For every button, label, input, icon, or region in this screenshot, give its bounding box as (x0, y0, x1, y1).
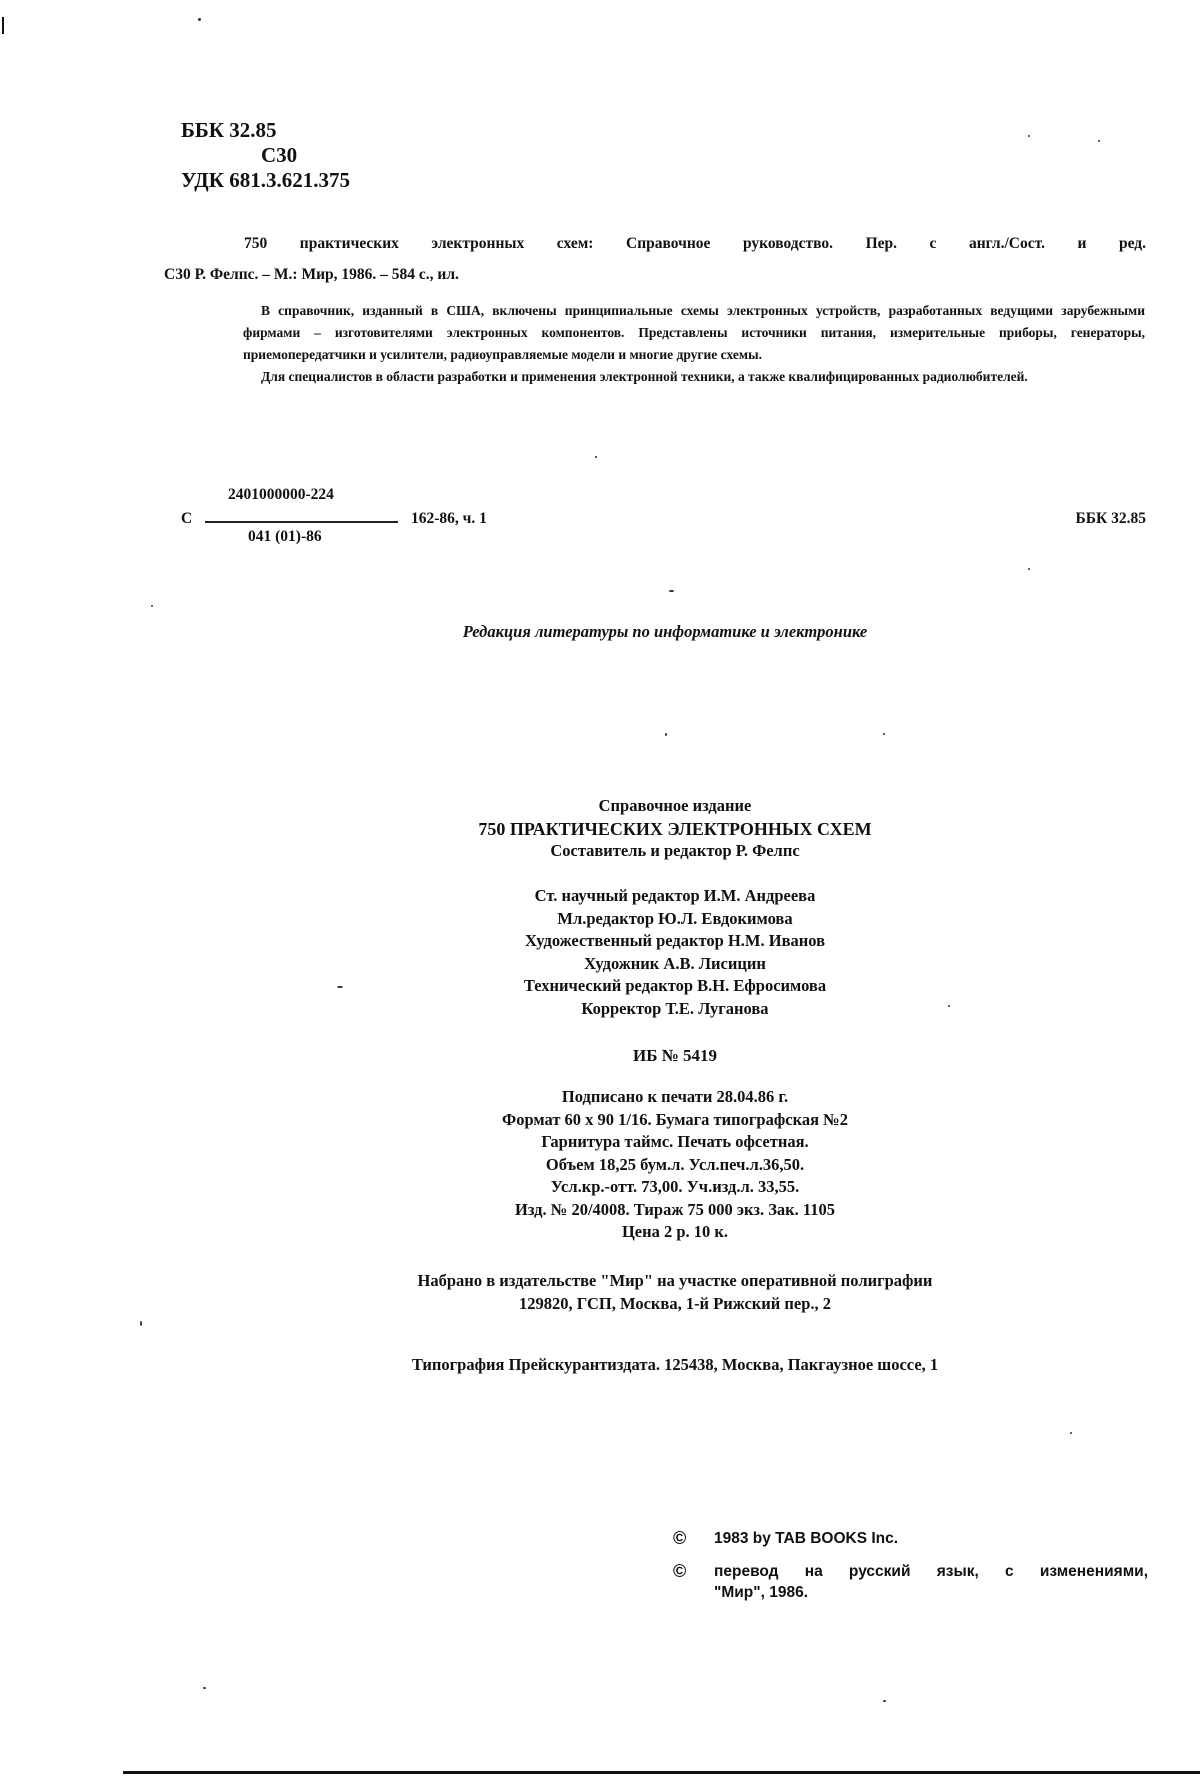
typeset-line-1: Набрано в издательстве "Мир" на участке оперативной полиграфии (417, 1271, 933, 1290)
annotation (243, 300, 1145, 388)
annotation-paragraph-1: В справочник, изданный в США, включены принципиальные схемы электронных устройств, разработанных ведущими зарубежными фирмами – изготовителями электронных компонентов. Представлены источники питания, измерительные приборы, генераторы, приемопередатчики и усилители, радиоуправляемые модели и многие другие схемы. (243, 303, 1145, 362)
fraction-rule (205, 521, 398, 523)
author-mark: С30 (261, 143, 298, 167)
index-suffix: 162-86, ч. 1 (411, 510, 487, 527)
bibliographic-line-1: 750 практических электронных схем: Справочное руководство. Пер. с англ./Сост. и ред. (244, 235, 1146, 252)
scan-speck (595, 456, 597, 458)
print-info-line: Формат 60 x 90 1/16. Бумага типографская №2 (502, 1109, 848, 1129)
scan-speck (669, 590, 674, 592)
staff-item: Художественный редактор Н.М. Иванов (524, 931, 825, 950)
classification-block (181, 118, 350, 193)
index-numerator: 2401000000-224 (228, 486, 334, 503)
staff-item: Художник А.В. Лисицин (584, 953, 766, 973)
index-denominator: 041 (01)-86 (248, 528, 322, 545)
annotation-paragraph-2: Для специалистов в области разработки и применения электронной техники, а также квалифицированных радиолюбителей. (261, 369, 1028, 384)
scan-edge-mark (2, 17, 4, 34)
print-info (0, 1086, 1200, 1244)
copyright-translation-line-2: "Мир", 1986. (714, 1584, 809, 1601)
scan-speck (203, 1687, 206, 1689)
edition-department: Редакция литературы по информатике и электронике (462, 622, 868, 641)
print-info-line: Изд. № 20/4008. Тираж 75 000 экз. Зак. 1105 (514, 1199, 836, 1219)
scan-speck (883, 733, 885, 735)
scan-speck (151, 605, 153, 607)
index-bbk: ББК 32.85 (1075, 510, 1146, 527)
udk-code: УДК 681.3.621.375 (181, 168, 350, 192)
book-title: 750 ПРАКТИЧЕСКИХ ЭЛЕКТРОННЫХ СХЕМ (478, 818, 872, 839)
typeset-info (0, 1270, 1200, 1315)
bbk-code: ББК 32.85 (181, 118, 277, 142)
index-formula (181, 482, 1146, 552)
copyright-translation (673, 1561, 1148, 1603)
scan-speck (883, 1700, 886, 1702)
staff-item: Корректор Т.Е. Луганова (581, 998, 769, 1018)
scan-speck (1070, 1432, 1072, 1434)
copyright-block (673, 1528, 1148, 1606)
bottom-rule (123, 1771, 1200, 1774)
copyright-translation-line-1: перевод на русский язык, с изменениями, (714, 1563, 1148, 1580)
typeset-line-2: 129820, ГСП, Москва, 1-й Рижский пер., 2 (518, 1293, 832, 1313)
staff-item: Мл.редактор Ю.Л. Евдокимова (557, 908, 793, 928)
imprint-title-block (0, 795, 1200, 863)
copyright-icon: © (673, 1561, 687, 1581)
print-info-line: Цена 2 р. 10 к. (621, 1222, 729, 1241)
staff-item: Технический редактор В.Н. Ефросимова (523, 976, 827, 995)
ib-number: ИБ № 5419 (632, 1046, 718, 1065)
bibliographic-entry (164, 228, 1146, 290)
copyright-original (673, 1528, 1148, 1549)
scan-speck (140, 1321, 142, 1326)
staff-item: Ст. научный редактор И.М. Андреева (534, 886, 816, 905)
bibliographic-line-2: С30 Р. Фелпс. – М.: Мир, 1986. – 584 с., ил. (164, 266, 459, 283)
copyright-icon: © (673, 1528, 687, 1548)
print-info-line: Объем 18,25 бум.л. Усл.печ.л.36,50. (545, 1154, 805, 1174)
staff-list (0, 885, 1200, 1020)
copyright-original-text: 1983 by TAB BOOKS Inc. (714, 1530, 899, 1547)
scan-speck (1028, 568, 1030, 570)
printing-house: Типография Прейскурантиздата. 125438, Москва, Пакгаузное шоссе, 1 (411, 1355, 939, 1374)
scan-speck (198, 18, 201, 21)
scan-speck (1028, 135, 1030, 137)
compiler: Составитель и редактор Р. Фелпс (550, 841, 800, 860)
scan-speck (337, 986, 343, 988)
print-info-line: Подписано к печати 28.04.86 г. (561, 1087, 789, 1106)
print-info-line: Усл.кр.-отт. 73,00. Уч.изд.л. 33,55. (550, 1177, 800, 1196)
index-letter: С (181, 510, 193, 527)
print-info-line: Гарнитура таймс. Печать офсетная. (541, 1132, 809, 1151)
scan-speck (1098, 140, 1100, 142)
scan-speck (665, 733, 667, 736)
publication-kind: Справочное издание (598, 796, 752, 815)
scan-speck (948, 1005, 950, 1007)
